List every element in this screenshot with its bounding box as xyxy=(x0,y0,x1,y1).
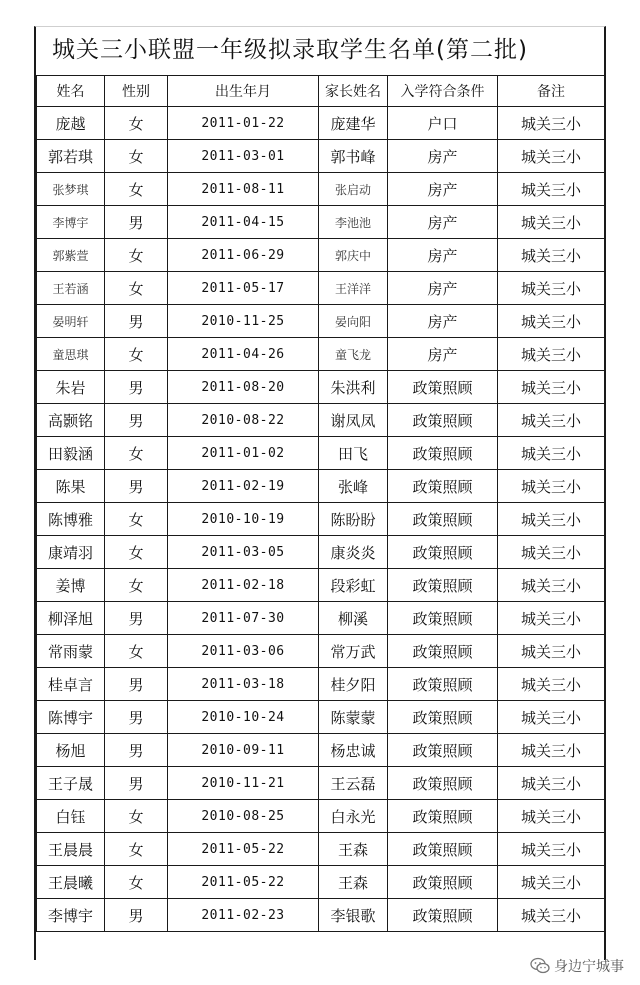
cell-parent-name: 晏向阳 xyxy=(319,305,388,338)
cell-condition: 房产 xyxy=(388,338,498,371)
cell-condition: 房产 xyxy=(388,239,498,272)
cell-name: 陈果 xyxy=(37,470,105,503)
cell-condition: 政策照顾 xyxy=(388,899,498,932)
cell-name: 张梦琪 xyxy=(37,173,105,206)
table-row xyxy=(37,635,605,668)
cell-name: 晏明轩 xyxy=(37,305,105,338)
cell-condition: 政策照顾 xyxy=(388,701,498,734)
cell-parent-name: 郭庆中 xyxy=(319,239,388,272)
cell-remark: 城关三小 xyxy=(498,338,605,371)
wechat-icon xyxy=(530,957,550,975)
cell-condition: 政策照顾 xyxy=(388,503,498,536)
cell-gender: 男 xyxy=(105,470,168,503)
cell-parent-name: 李池池 xyxy=(319,206,388,239)
table-row xyxy=(37,140,605,173)
cell-birth-date: 2011-01-02 xyxy=(168,437,319,470)
cell-remark: 城关三小 xyxy=(498,437,605,470)
cell-name: 姜博 xyxy=(37,569,105,602)
cell-birth-date: 2011-07-30 xyxy=(168,602,319,635)
table-row xyxy=(37,470,605,503)
cell-birth-date: 2010-08-25 xyxy=(168,800,319,833)
cell-birth-date: 2010-08-22 xyxy=(168,404,319,437)
document-sheet xyxy=(34,26,606,960)
cell-name: 庞越 xyxy=(37,107,105,140)
cell-gender: 女 xyxy=(105,338,168,371)
cell-birth-date: 2011-01-22 xyxy=(168,107,319,140)
cell-condition: 政策照顾 xyxy=(388,866,498,899)
table-row xyxy=(37,206,605,239)
cell-name: 白钰 xyxy=(37,800,105,833)
cell-birth-date: 2011-04-26 xyxy=(168,338,319,371)
cell-condition: 政策照顾 xyxy=(388,536,498,569)
cell-remark: 城关三小 xyxy=(498,569,605,602)
table-row xyxy=(37,866,605,899)
table-row xyxy=(37,437,605,470)
cell-remark: 城关三小 xyxy=(498,206,605,239)
cell-name: 王晨曦 xyxy=(37,866,105,899)
cell-condition: 房产 xyxy=(388,305,498,338)
cell-condition: 房产 xyxy=(388,173,498,206)
cell-gender: 女 xyxy=(105,536,168,569)
watermark-text: 身边宁城事 xyxy=(554,959,624,975)
table-row xyxy=(37,569,605,602)
table-row xyxy=(37,272,605,305)
cell-condition: 政策照顾 xyxy=(388,800,498,833)
cell-parent-name: 白永光 xyxy=(319,800,388,833)
cell-name: 朱岩 xyxy=(37,371,105,404)
table-row xyxy=(37,800,605,833)
cell-birth-date: 2011-03-06 xyxy=(168,635,319,668)
cell-parent-name: 李银歌 xyxy=(319,899,388,932)
cell-remark: 城关三小 xyxy=(498,602,605,635)
cell-gender: 女 xyxy=(105,833,168,866)
cell-birth-date: 2010-11-25 xyxy=(168,305,319,338)
cell-remark: 城关三小 xyxy=(498,833,605,866)
cell-remark: 城关三小 xyxy=(498,305,605,338)
cell-name: 李博宇 xyxy=(37,206,105,239)
cell-remark: 城关三小 xyxy=(498,503,605,536)
cell-gender: 女 xyxy=(105,866,168,899)
cell-name: 桂卓言 xyxy=(37,668,105,701)
table-row xyxy=(37,767,605,800)
table-row xyxy=(37,107,605,140)
cell-name: 康靖羽 xyxy=(37,536,105,569)
table-row xyxy=(37,701,605,734)
cell-parent-name: 王洋洋 xyxy=(319,272,388,305)
header-row xyxy=(37,76,605,107)
cell-parent-name: 柳溪 xyxy=(319,602,388,635)
cell-parent-name: 张峰 xyxy=(319,470,388,503)
cell-parent-name: 张启动 xyxy=(319,173,388,206)
cell-birth-date: 2011-03-18 xyxy=(168,668,319,701)
cell-name: 陈博宇 xyxy=(37,701,105,734)
cell-name: 陈博雅 xyxy=(37,503,105,536)
table-row xyxy=(37,239,605,272)
table-row xyxy=(37,173,605,206)
cell-gender: 男 xyxy=(105,602,168,635)
cell-birth-date: 2011-08-11 xyxy=(168,173,319,206)
cell-condition: 房产 xyxy=(388,272,498,305)
cell-gender: 男 xyxy=(105,767,168,800)
cell-condition: 政策照顾 xyxy=(388,602,498,635)
table-row xyxy=(37,305,605,338)
cell-gender: 女 xyxy=(105,569,168,602)
cell-parent-name: 谢凤凤 xyxy=(319,404,388,437)
cell-name: 柳泽旭 xyxy=(37,602,105,635)
cell-gender: 男 xyxy=(105,899,168,932)
cell-parent-name: 朱洪利 xyxy=(319,371,388,404)
cell-gender: 女 xyxy=(105,173,168,206)
cell-name: 郭若琪 xyxy=(37,140,105,173)
cell-remark: 城关三小 xyxy=(498,635,605,668)
cell-condition: 政策照顾 xyxy=(388,569,498,602)
cell-remark: 城关三小 xyxy=(498,107,605,140)
cell-name: 常雨蒙 xyxy=(37,635,105,668)
table-row xyxy=(37,371,605,404)
cell-parent-name: 段彩虹 xyxy=(319,569,388,602)
cell-gender: 男 xyxy=(105,206,168,239)
cell-parent-name: 童飞龙 xyxy=(319,338,388,371)
cell-name: 杨旭 xyxy=(37,734,105,767)
cell-parent-name: 王云磊 xyxy=(319,767,388,800)
cell-parent-name: 郭书峰 xyxy=(319,140,388,173)
cell-condition: 政策照顾 xyxy=(388,668,498,701)
cell-gender: 女 xyxy=(105,272,168,305)
cell-birth-date: 2011-03-01 xyxy=(168,140,319,173)
cell-name: 高颢铭 xyxy=(37,404,105,437)
cell-birth-date: 2011-05-22 xyxy=(168,833,319,866)
cell-condition: 政策照顾 xyxy=(388,404,498,437)
cell-gender: 男 xyxy=(105,305,168,338)
table-body xyxy=(37,107,605,932)
cell-condition: 政策照顾 xyxy=(388,437,498,470)
cell-name: 王晨晨 xyxy=(37,833,105,866)
table-row xyxy=(37,338,605,371)
cell-parent-name: 庞建华 xyxy=(319,107,388,140)
cell-name: 童思琪 xyxy=(37,338,105,371)
cell-birth-date: 2011-03-05 xyxy=(168,536,319,569)
cell-birth-date: 2011-05-22 xyxy=(168,866,319,899)
cell-name: 田毅涵 xyxy=(37,437,105,470)
header-name: 姓名 xyxy=(37,76,105,107)
cell-remark: 城关三小 xyxy=(498,800,605,833)
cell-name: 王子晟 xyxy=(37,767,105,800)
cell-parent-name: 常万武 xyxy=(319,635,388,668)
cell-birth-date: 2011-08-20 xyxy=(168,371,319,404)
cell-parent-name: 康炎炎 xyxy=(319,536,388,569)
cell-remark: 城关三小 xyxy=(498,668,605,701)
page-title: 城关三小联盟一年级拟录取学生名单(第二批) xyxy=(52,37,528,63)
cell-name: 王若涵 xyxy=(37,272,105,305)
student-table xyxy=(36,75,605,932)
cell-parent-name: 桂夕阳 xyxy=(319,668,388,701)
cell-name: 李博宇 xyxy=(37,899,105,932)
cell-remark: 城关三小 xyxy=(498,272,605,305)
cell-gender: 女 xyxy=(105,800,168,833)
cell-gender: 男 xyxy=(105,404,168,437)
cell-condition: 政策照顾 xyxy=(388,833,498,866)
cell-remark: 城关三小 xyxy=(498,866,605,899)
table-row xyxy=(37,734,605,767)
cell-remark: 城关三小 xyxy=(498,734,605,767)
cell-condition: 房产 xyxy=(388,140,498,173)
cell-remark: 城关三小 xyxy=(498,536,605,569)
cell-gender: 男 xyxy=(105,668,168,701)
cell-condition: 政策照顾 xyxy=(388,635,498,668)
header-parent-name: 家长姓名 xyxy=(319,76,388,107)
cell-birth-date: 2011-04-15 xyxy=(168,206,319,239)
cell-gender: 女 xyxy=(105,437,168,470)
cell-remark: 城关三小 xyxy=(498,140,605,173)
cell-birth-date: 2011-06-29 xyxy=(168,239,319,272)
cell-condition: 政策照顾 xyxy=(388,470,498,503)
header-condition: 入学符合条件 xyxy=(388,76,498,107)
cell-condition: 房产 xyxy=(388,206,498,239)
cell-birth-date: 2010-09-11 xyxy=(168,734,319,767)
cell-remark: 城关三小 xyxy=(498,767,605,800)
cell-parent-name: 田飞 xyxy=(319,437,388,470)
cell-parent-name: 陈盼盼 xyxy=(319,503,388,536)
cell-condition: 政策照顾 xyxy=(388,734,498,767)
cell-remark: 城关三小 xyxy=(498,371,605,404)
cell-remark: 城关三小 xyxy=(498,899,605,932)
cell-gender: 男 xyxy=(105,734,168,767)
cell-birth-date: 2011-05-17 xyxy=(168,272,319,305)
cell-parent-name: 王森 xyxy=(319,866,388,899)
cell-remark: 城关三小 xyxy=(498,701,605,734)
cell-birth-date: 2010-10-24 xyxy=(168,701,319,734)
cell-gender: 男 xyxy=(105,701,168,734)
cell-gender: 女 xyxy=(105,140,168,173)
cell-birth-date: 2010-10-19 xyxy=(168,503,319,536)
cell-parent-name: 王森 xyxy=(319,833,388,866)
cell-parent-name: 陈蒙蒙 xyxy=(319,701,388,734)
cell-remark: 城关三小 xyxy=(498,470,605,503)
cell-remark: 城关三小 xyxy=(498,239,605,272)
header-remark: 备注 xyxy=(498,76,605,107)
table-row xyxy=(37,404,605,437)
cell-condition: 政策照顾 xyxy=(388,767,498,800)
watermark xyxy=(530,955,624,977)
cell-parent-name: 杨忠诚 xyxy=(319,734,388,767)
cell-gender: 女 xyxy=(105,503,168,536)
cell-condition: 户口 xyxy=(388,107,498,140)
cell-gender: 女 xyxy=(105,239,168,272)
header-gender: 性别 xyxy=(105,76,168,107)
cell-birth-date: 2011-02-18 xyxy=(168,569,319,602)
header-birth-date: 出生年月 xyxy=(168,76,319,107)
cell-condition: 政策照顾 xyxy=(388,371,498,404)
cell-name: 郭紫萱 xyxy=(37,239,105,272)
table-row xyxy=(37,899,605,932)
table-row xyxy=(37,503,605,536)
cell-gender: 男 xyxy=(105,371,168,404)
cell-gender: 女 xyxy=(105,107,168,140)
cell-remark: 城关三小 xyxy=(498,173,605,206)
table-row xyxy=(37,602,605,635)
cell-birth-date: 2011-02-23 xyxy=(168,899,319,932)
cell-birth-date: 2010-11-21 xyxy=(168,767,319,800)
cell-birth-date: 2011-02-19 xyxy=(168,470,319,503)
cell-gender: 女 xyxy=(105,635,168,668)
table-row xyxy=(37,536,605,569)
cell-remark: 城关三小 xyxy=(498,404,605,437)
table-row xyxy=(37,668,605,701)
table-row xyxy=(37,833,605,866)
